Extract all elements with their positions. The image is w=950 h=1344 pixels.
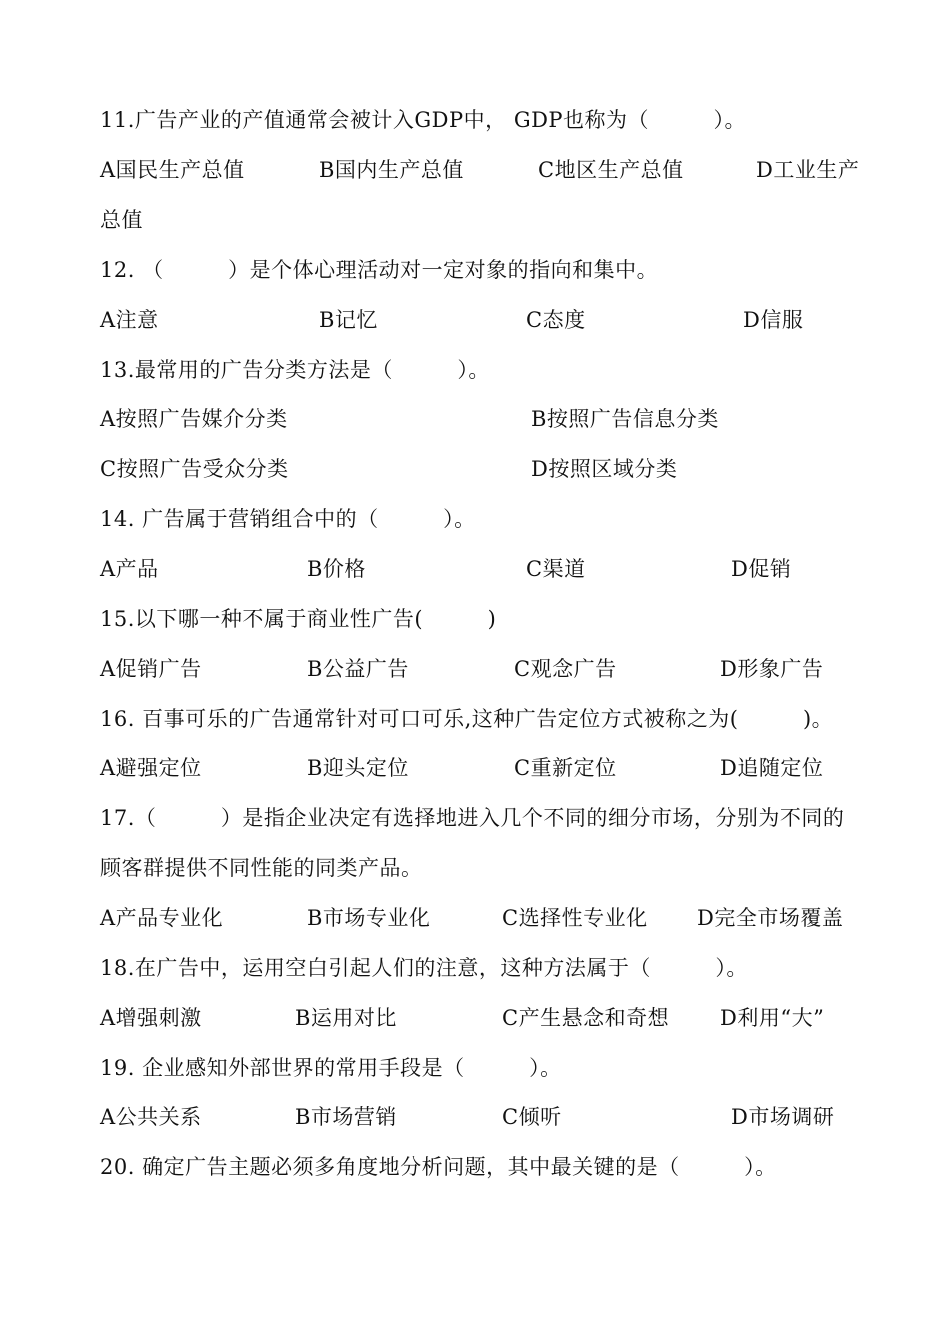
- option-a: A国民生产总值: [100, 158, 245, 182]
- option-d: D追随定位: [720, 756, 824, 780]
- option-d: D按照区域分类: [531, 457, 678, 481]
- question-11-stem: 11.广告产业的产值通常会被计入GDP中， GDP也称为（ ）。: [100, 108, 747, 132]
- option-b: B运用对比: [295, 1006, 397, 1030]
- option-b: B迎头定位: [307, 756, 409, 780]
- question-11-wrap: 总值: [100, 208, 143, 232]
- option-d: D完全市场覆盖: [697, 906, 844, 930]
- option-b: B市场专业化: [307, 906, 431, 930]
- question-16-stem: 16. 百事可乐的广告通常针对可口可乐,这种广告定位方式被称之为( )。: [100, 707, 834, 731]
- option-d: D市场调研: [731, 1105, 835, 1129]
- option-c: C渠道: [526, 557, 586, 581]
- option-c: C地区生产总值: [538, 158, 684, 182]
- option-a: A增强刺激: [100, 1006, 202, 1030]
- option-d: D利用“大”: [720, 1006, 825, 1030]
- option-a: A产品: [100, 557, 159, 581]
- option-a: A注意: [100, 308, 159, 332]
- option-a: A按照广告媒介分类: [100, 407, 288, 431]
- question-19-stem: 19. 企业感知外部世界的常用手段是（ ）。: [100, 1056, 562, 1080]
- question-14-stem: 14. 广告属于营销组合中的（ ）。: [100, 507, 476, 531]
- option-c: C态度: [526, 308, 586, 332]
- option-a: A产品专业化: [100, 906, 224, 930]
- option-b: B记忆: [319, 308, 378, 332]
- option-c: C产生悬念和奇想: [502, 1006, 670, 1030]
- option-d: D信服: [743, 308, 804, 332]
- option-a: A避强定位: [100, 756, 202, 780]
- question-20-stem: 20. 确定广告主题必须多角度地分析问题，其中最关键的是（ ）。: [100, 1155, 777, 1179]
- option-d: D形象广告: [720, 657, 824, 681]
- option-d: D工业生产: [756, 158, 860, 182]
- option-c: C重新定位: [514, 756, 617, 780]
- question-17-wrap: 顾客群提供不同性能的同类产品。: [100, 856, 423, 880]
- option-a: A促销广告: [100, 657, 202, 681]
- question-17-stem: 17.（ ）是指企业决定有选择地进入几个不同的细分市场，分别为不同的: [100, 806, 845, 830]
- option-c: C观念广告: [514, 657, 617, 681]
- option-b: B价格: [307, 557, 366, 581]
- option-c: C选择性专业化: [502, 906, 648, 930]
- option-b: B市场营销: [295, 1105, 397, 1129]
- option-b: B公益广告: [307, 657, 409, 681]
- question-15-stem: 15.以下哪一种不属于商业性广告( ): [100, 607, 497, 631]
- option-a: A公共关系: [100, 1105, 202, 1129]
- option-b: B国内生产总值: [319, 158, 464, 182]
- option-b: B按照广告信息分类: [531, 407, 719, 431]
- option-c: C按照广告受众分类: [100, 457, 289, 481]
- question-18-stem: 18.在广告中，运用空白引起人们的注意，这种方法属于（ ）。: [100, 956, 748, 980]
- option-d: D促销: [731, 557, 792, 581]
- question-13-stem: 13.最常用的广告分类方法是（ ）。: [100, 358, 490, 382]
- option-c: C倾听: [502, 1105, 562, 1129]
- question-12-stem: 12. （ ）是个体心理活动对一定对象的指向和集中。: [100, 258, 659, 282]
